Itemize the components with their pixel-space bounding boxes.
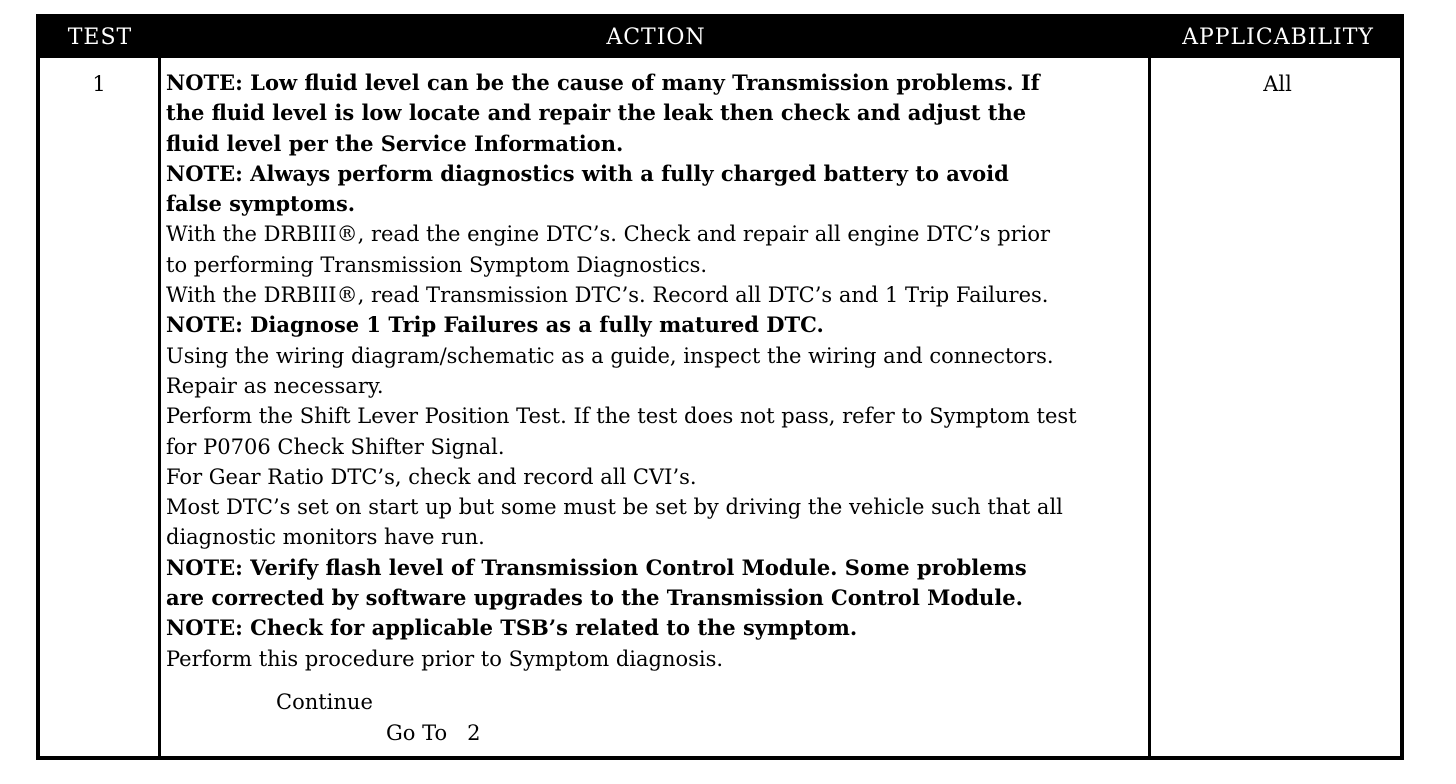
test-number: 1 xyxy=(92,72,106,96)
goto-label: Go To 2 xyxy=(386,721,481,745)
note-line: NOTE: Diagnose 1 Trip Failures as a fully matured DTC. xyxy=(166,312,824,338)
instruction-line: Most DTC’s set on start up but some must be set by driving the vehicle such that all xyxy=(166,495,1063,520)
instruction-line: With the DRBIII®, read the engine DTC’s. Check and repair all engine DTC’s prior xyxy=(166,222,1051,247)
column-divider xyxy=(158,58,161,756)
note-line: NOTE: Always perform diagnostics with a fully charged battery to avoid xyxy=(166,160,1009,186)
note-line: NOTE: Verify flash level of Transmission Control Module. Some problems xyxy=(166,554,1027,580)
note-line: are corrected by software upgrades to the Transmission Control Module. xyxy=(166,585,1023,611)
instruction-line: Using the wiring diagram/schematic as a guide, inspect the wiring and connectors. xyxy=(166,343,1054,368)
note-line: false symptoms. xyxy=(166,191,356,217)
instruction-line: to performing Transmission Symptom Diagnostics. xyxy=(166,252,708,277)
note-line: the fluid level is low locate and repair the leak then check and adjust the xyxy=(166,100,1027,126)
column-divider xyxy=(1148,58,1151,756)
instruction-line: diagnostic monitors have run. xyxy=(166,525,485,550)
action-text xyxy=(166,68,1146,674)
instruction-line: Perform the Shift Lever Position Test. If the test does not pass, refer to Symptom test xyxy=(166,404,1077,429)
instruction-line: Perform this procedure prior to Symptom diagnosis. xyxy=(166,646,724,671)
continue-label: Continue xyxy=(276,690,373,714)
note-line: NOTE: Check for applicable TSB’s related to the symptom. xyxy=(166,615,858,641)
header-test: TEST xyxy=(67,25,133,50)
instruction-line: With the DRBIII®, read Transmission DTC’s. Record all DTC’s and 1 Trip Failures. xyxy=(166,283,1049,308)
instruction-line: for P0706 Check Shifter Signal. xyxy=(166,434,505,459)
header-applicability: APPLICABILITY xyxy=(1182,25,1374,50)
note-line: NOTE: Low fluid level can be the cause of many Transmission problems. If xyxy=(166,70,1040,95)
header-action: ACTION xyxy=(606,25,706,50)
note-line: fluid level per the Service Information. xyxy=(166,130,624,156)
applicability-value: All xyxy=(1263,72,1292,96)
table-header xyxy=(40,18,1400,58)
instruction-line: For Gear Ratio DTC’s, check and record all CVI’s. xyxy=(166,464,697,489)
diagnostic-table xyxy=(36,14,1404,760)
instruction-line: Repair as necessary. xyxy=(166,373,384,398)
